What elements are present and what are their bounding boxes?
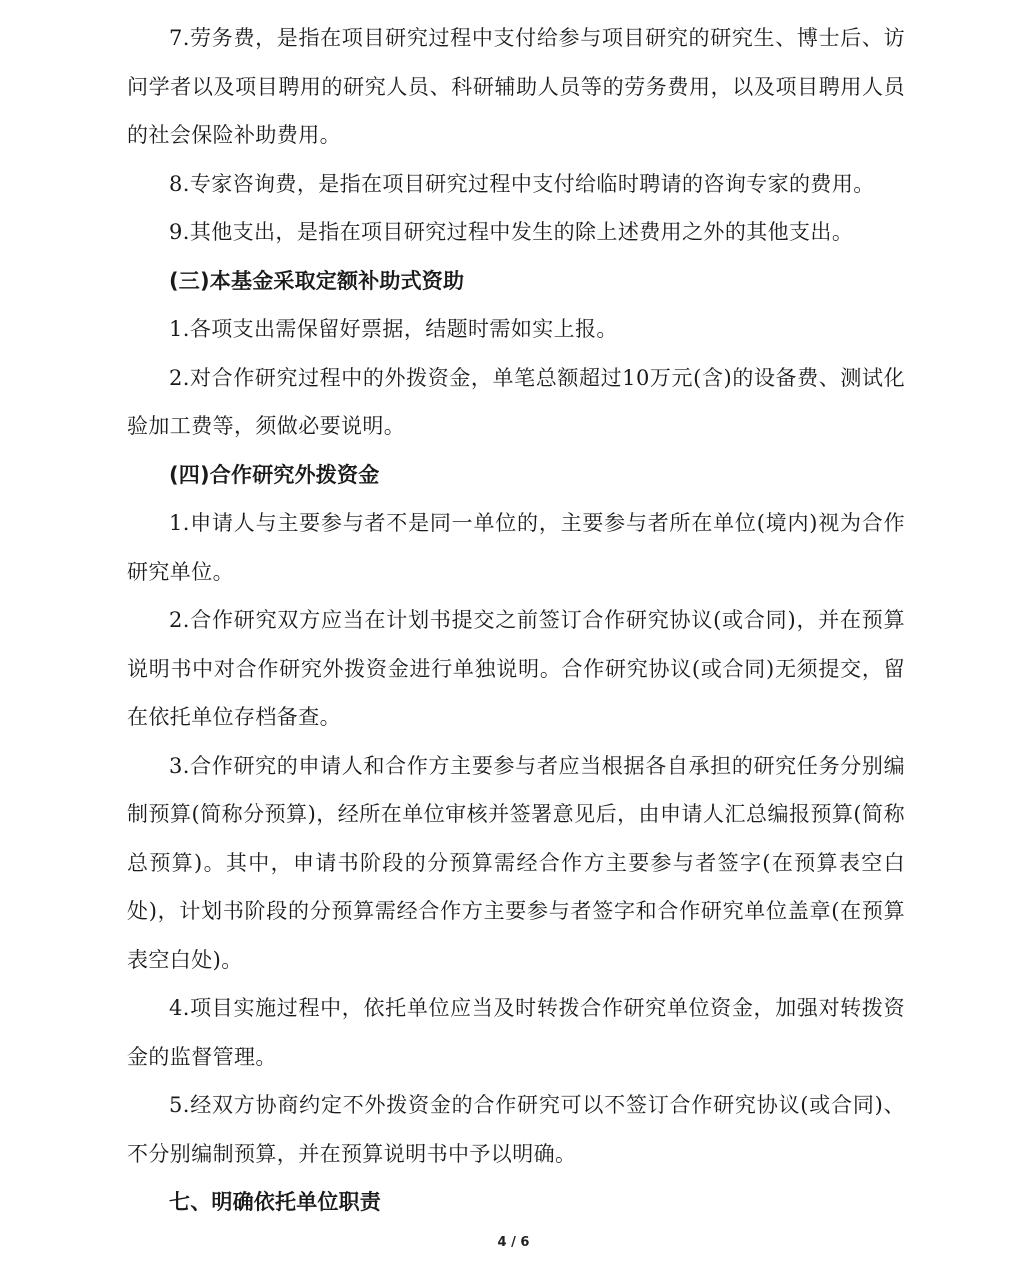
document-body [127,14,905,1227]
section-heading-fixed-subsidy: (三)本基金采取定额补助式资助 [169,268,465,293]
paragraph-fund-transfer: 4.项目实施过程中，依托单位应当及时转拨合作研究单位资金，加强对转拨资金的监督管理。 [127,996,905,1069]
paragraph-no-transfer-agreement: 5.经双方协商约定不外拨资金的合作研究可以不签订合作研究协议(或合同)、不分别编制预算，并在预算说明书中予以明确。 [127,1093,905,1166]
section-heading-cooperative-funds: (四)合作研究外拨资金 [169,462,380,487]
paragraph-cooperation-agreement: 2.合作研究双方应当在计划书提交之前签订合作研究协议(或合同)，并在预算说明书中对合作研究外拨资金进行单独说明。合作研究协议(或合同)无须提交，留在依托单位存档备查。 [127,608,905,729]
paragraph-other-expenses: 9.其他支出，是指在项目研究过程中发生的除上述费用之外的其他支出。 [169,220,854,244]
page-number: 4 / 6 [497,1235,530,1250]
section-heading-host-unit-duties: 七、明确依托单位职责 [169,1190,381,1214]
paragraph-external-funds-note: 2.对合作研究过程中的外拨资金，单笔总额超过10万元(含)的设备费、测试化验加工费等，须做必要说明。 [127,365,905,438]
paragraph-labor-fee: 7.劳务费，是指在项目研究过程中支付给参与项目研究的研究生、博士后、访问学者以及项目聘用的研究人员、科研辅助人员等的劳务费用，以及项目聘用人员的社会保险补助费用。 [127,26,905,147]
paragraph-budget-preparation: 3.合作研究的申请人和合作方主要参与者应当根据各自承担的研究任务分别编制预算(简称分预算)，经所在单位审核并签署意见后，由申请人汇总编报预算(简称总预算)。其中，申请书阶段的分预算需经合作方主要参与者签字(在预算表空白处)，计划书阶段的分预算需经合作方主要参与者签字和合作研究单位盖章(在预算表空白处)。 [127,753,905,972]
paragraph-receipts: 1.各项支出需保留好票据，结题时需如实上报。 [169,317,618,341]
paragraph-expert-consulting-fee: 8.专家咨询费，是指在项目研究过程中支付给临时聘请的咨询专家的费用。 [169,171,875,196]
paragraph-cooperative-unit: 1.申请人与主要参与者不是同一单位的，主要参与者所在单位(境内)视为合作研究单位。 [127,511,905,584]
